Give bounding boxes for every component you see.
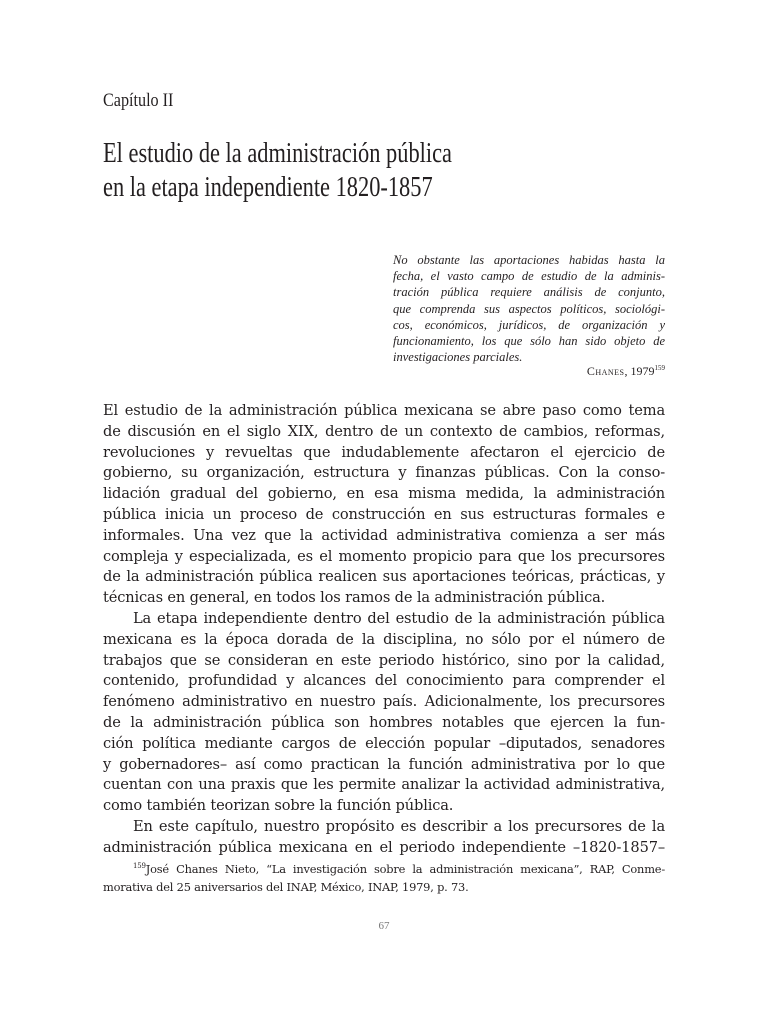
epigraph-line: No obstante las aportaciones habidas hasta la [393, 253, 665, 267]
epigraph-line: fecha, el vasto campo de estudio de la adminis- [393, 269, 665, 284]
chapter-title [103, 137, 452, 205]
footnote-reference: 159 [654, 364, 665, 372]
body-line: técnicas en general, en todos los ramos de la administración pública. [103, 589, 606, 607]
footnote [103, 861, 665, 896]
page-number: 67 [378, 920, 390, 932]
body-line: lidación gradual del gobierno, en esa misma medida, la administración [103, 485, 665, 503]
body-line: ción política mediante cargos de elección popular –diputados, senadores [103, 734, 665, 752]
chapter-title-line: El estudio de la administración pública [103, 138, 452, 169]
epigraph-line: que comprenda sus aspectos políticos, sociológi- [393, 301, 665, 316]
body-line: El estudio de la administración pública mexicana se abre paso como tema [103, 402, 665, 419]
attribution-year: , 1979 [624, 364, 655, 378]
body-text [103, 401, 665, 859]
body-line: fenómeno administrativo en nuestro país. Adicionalmente, los precursores [103, 693, 665, 711]
epigraph-line: cos, económicos, jurídicos, de organización y [393, 317, 665, 332]
footnote-number: 159 [133, 862, 146, 871]
epigraph-line: funcionamiento, los que sólo han sido objeto de [393, 334, 665, 349]
body-line: de la administración pública realicen sus aportaciones teóricas, prácticas, y [103, 568, 665, 586]
body-line: contenido, profundidad y alcances del conocimiento para comprender el [103, 672, 665, 690]
chapter-title-line: en la etapa independiente 1820-1857 [103, 172, 433, 203]
epigraph-attribution [587, 364, 665, 379]
body-line: como también teorizan sobre la función pública. [103, 797, 454, 815]
epigraph-quote [393, 252, 665, 365]
body-line: administración pública mexicana en el periodo independiente –1820-1857– [103, 838, 665, 856]
footnote-line: morativa del 25 aniversarios del INAP, México, INAP, 1979, p. 73. [103, 879, 469, 894]
body-line: En este capítulo, nuestro propósito es describir a los precursores de la [133, 817, 665, 835]
body-line: La etapa independiente dentro del estudio de la administración pública [133, 609, 665, 627]
body-line: de discusión en el siglo XIX, dentro de un contexto de cambios, reformas, [103, 422, 665, 440]
body-line: revoluciones y revueltas que indudablemente afectaron el ejercicio de [103, 443, 665, 461]
body-line: pública inicia un proceso de construcción en sus estructuras formales e [103, 505, 665, 523]
body-line: cuentan con una praxis que les permite analizar la actividad administrativa, [103, 776, 665, 794]
body-line: y gobernadores– así como practican la función administrativa por lo que [103, 755, 665, 773]
body-line: compleja y especializada, es el momento propicio para que los precursores [103, 547, 665, 565]
body-line: gobierno, su organización, estructura y finanzas públicas. Con la conso- [103, 464, 665, 482]
body-line: de la administración pública son hombres notables que ejercen la fun- [103, 713, 665, 731]
body-line: trabajos que se consideran en este periodo histórico, sino por la calidad, [103, 651, 665, 669]
body-line: informales. Una vez que la actividad administrativa comienza a ser más [103, 526, 665, 544]
chapter-label: Capítulo II [103, 90, 174, 111]
footnote-line [103, 861, 665, 879]
epigraph-line: tración pública requiere análisis de conjunto, [393, 285, 665, 300]
epigraph-line: investigaciones parciales. [393, 350, 523, 365]
body-line: mexicana es la época dorada de la disciplina, no sólo por el número de [103, 630, 665, 648]
footnote-text: José Chanes Nieto, “La investigación sobre la administración mexicana”, RAP, Conme- [145, 862, 665, 876]
attribution-author: Chanes [586, 364, 625, 378]
